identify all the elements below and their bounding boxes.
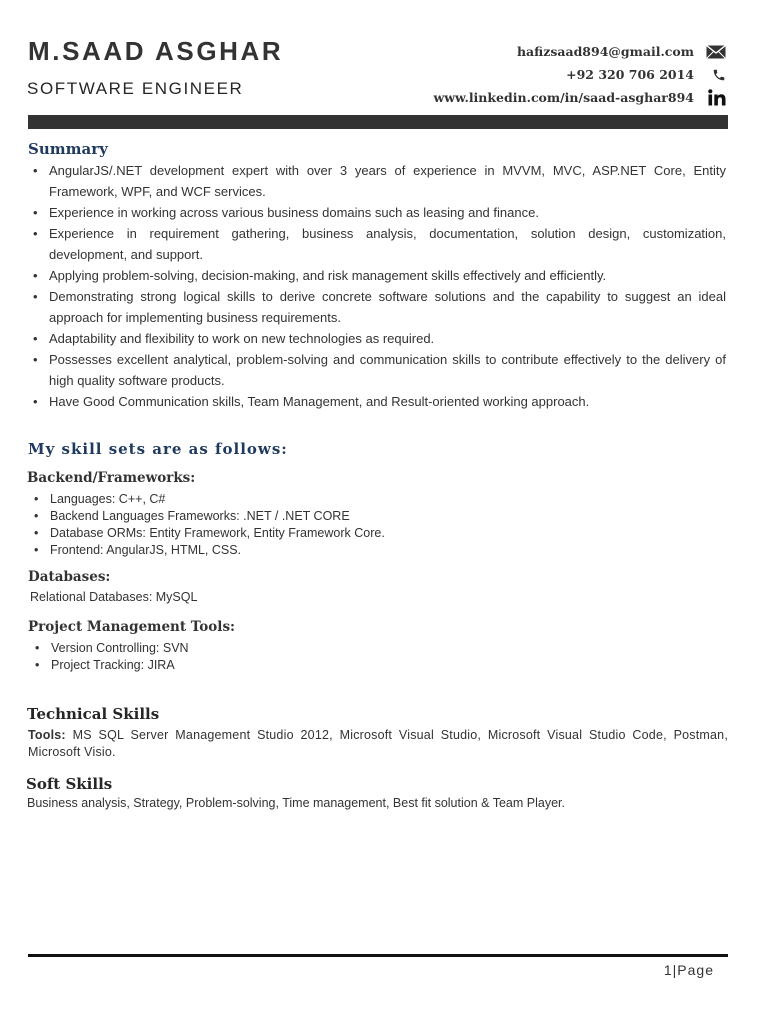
- databases-heading: Databases:: [28, 569, 111, 585]
- job-title: SOFTWARE ENGINEER: [27, 79, 244, 98]
- list-item: • Version Controlling: SVN: [31, 640, 189, 657]
- tools-label: Tools:: [28, 728, 66, 742]
- summary-list: [28, 160, 726, 412]
- list-item: • Experience in working across various business domains such as leasing and finance.: [28, 202, 726, 223]
- header-divider-bar: [28, 115, 728, 129]
- pm-tools-heading: Project Management Tools:: [28, 619, 236, 635]
- list-item: • Applying problem-solving, decision-making, and risk management skills effectively and efficiently.: [28, 265, 726, 286]
- phone-row: [433, 63, 726, 86]
- candidate-name: M.SAAD ASGHAR: [28, 36, 284, 66]
- list-item: • Backend Languages Frameworks: .NET / .NET CORE: [30, 508, 385, 525]
- soft-skills-heading: Soft Skills: [26, 775, 113, 793]
- list-item: • Experience in requirement gathering, business analysis, documentation, solution design, customization, development, and support.: [28, 223, 726, 265]
- list-item: • Project Tracking: JIRA: [31, 657, 189, 674]
- soft-skills-text: Business analysis, Strategy, Problem-solving, Time management, Best fit solution & Team Player.: [27, 796, 565, 810]
- tools-list: MS SQL Server Management Studio 2012, Microsoft Visual Studio, Microsoft Visual Studio Code, Postman, Microsoft Visio.: [28, 728, 728, 759]
- phone-icon: [702, 68, 726, 82]
- linkedin-icon: [702, 89, 726, 106]
- list-item: • Adaptability and flexibility to work on new technologies as required.: [28, 328, 726, 349]
- summary-heading: Summary: [28, 140, 108, 158]
- list-item: • Have Good Communication skills, Team Management, and Result-oriented working approach.: [28, 391, 726, 412]
- list-item: • Possesses excellent analytical, problem-solving and communication skills to contribute effectively to the delivery of high quality software products.: [28, 349, 726, 391]
- backend-heading: Backend/Frameworks:: [27, 470, 196, 486]
- technical-tools-text: [28, 727, 728, 761]
- list-item: • Demonstrating strong logical skills to derive concrete software solutions and the capability to suggest an ideal approach for implementing business requirements.: [28, 286, 726, 328]
- phone-text[interactable]: +92 320 706 2014: [566, 67, 694, 82]
- databases-text: Relational Databases: MySQL: [30, 590, 198, 604]
- list-item: • AngularJS/.NET development expert with over 3 years of experience in MVVM, MVC, ASP.NET Core, Entity Framework, WPF, and WCF services.: [28, 160, 726, 202]
- technical-skills-heading: Technical Skills: [27, 705, 160, 723]
- list-item: • Database ORMs: Entity Framework, Entity Framework Core.: [30, 525, 385, 542]
- linkedin-text[interactable]: www.linkedin.com/in/saad-asghar894: [433, 90, 694, 105]
- list-item: • Frontend: AngularJS, HTML, CSS.: [30, 542, 385, 559]
- footer-divider: [28, 954, 728, 957]
- pm-tools-list: [31, 640, 189, 674]
- list-item: • Languages: C++, C#: [30, 491, 385, 508]
- envelope-icon: [702, 45, 726, 59]
- email-text[interactable]: hafizsaad894@gmail.com: [516, 44, 694, 59]
- page-number: 1|Page: [663, 962, 714, 978]
- linkedin-row: [433, 86, 726, 109]
- backend-list: [30, 491, 385, 559]
- email-row: [433, 40, 726, 63]
- skills-heading: My skill sets are as follows:: [28, 440, 288, 458]
- contact-block: [433, 40, 726, 109]
